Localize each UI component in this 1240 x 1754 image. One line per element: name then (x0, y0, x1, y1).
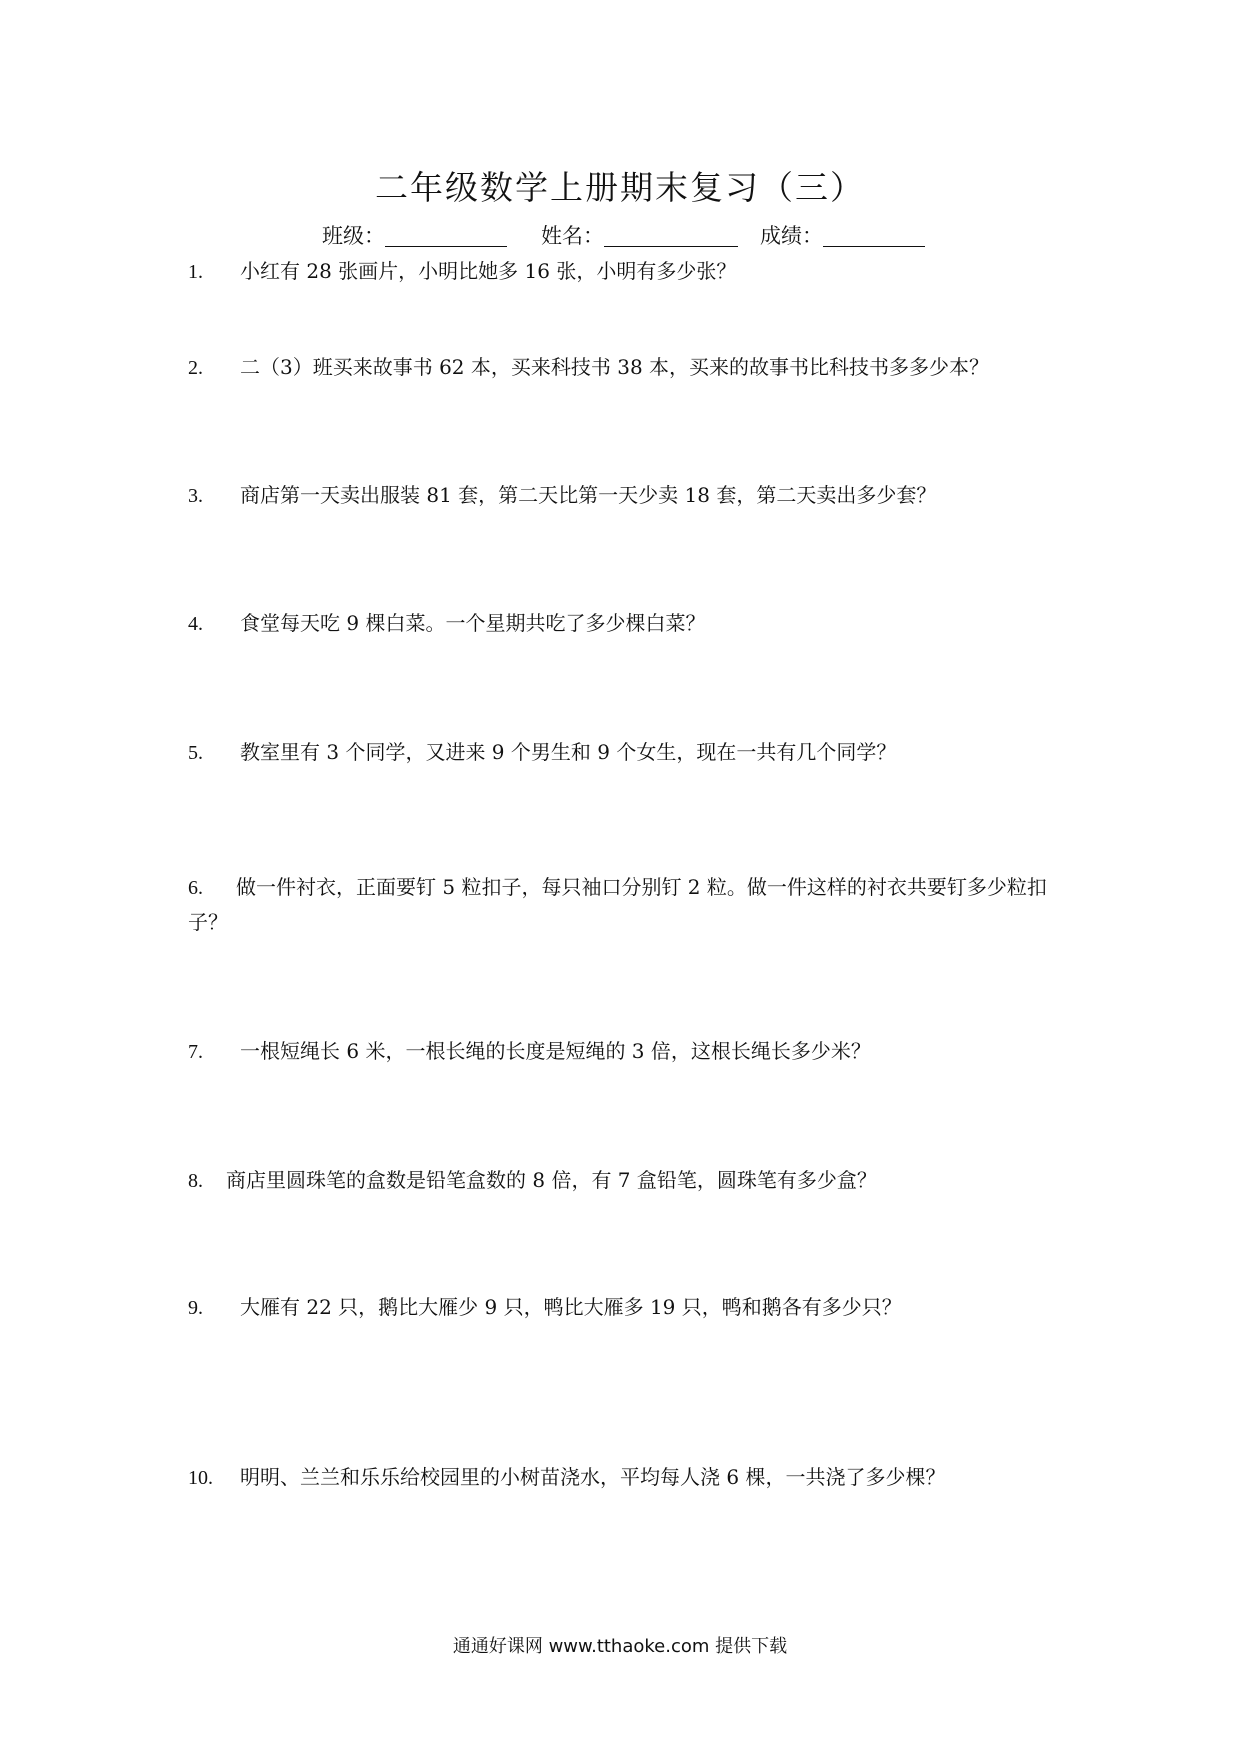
question-4 (188, 606, 1068, 641)
question-text: 小红有 28 张画片，小明比她多 16 张，小明有多少张？ (240, 259, 737, 283)
question-6 (188, 870, 1068, 939)
question-5 (188, 735, 1068, 770)
download-footer: 通通好课网 www.tthaoke.com 提供下载 (452, 1636, 788, 1657)
question-text: 食堂每天吃 9 棵白菜。一个星期共吃了多少棵白菜？ (240, 611, 706, 635)
student-info-row (322, 220, 925, 250)
class-blank (385, 226, 507, 247)
question-number: 2. (188, 357, 203, 379)
question-text: 二（3）班买来故事书 62 本，买来科技书 38 本，买来的故事书比科技书多多少本？ (240, 355, 990, 379)
question-9 (188, 1290, 1068, 1325)
question-text: 教室里有 3 个同学，又进来 9 个男生和 9 个女生，现在一共有几个同学？ (240, 740, 897, 764)
question-text: 明明、兰兰和乐乐给校园里的小树苗浇水，平均每人浇 6 棵，一共浇了多少棵？ (240, 1465, 946, 1489)
question-text: 做一件衬衣，正面要钉 5 粒扣子，每只袖口分别钉 2 粒。做一件这样的衬衣共要钉多少粒扣子？ (188, 875, 1047, 934)
score-field (760, 220, 925, 250)
question-2 (188, 350, 1068, 385)
page-title: 二年级数学上册期末复习（三） (375, 168, 865, 207)
question-number: 7. (188, 1041, 203, 1063)
name-label: 姓名： (541, 224, 604, 248)
question-text: 商店里圆珠笔的盒数是铅笔盒数的 8 倍，有 7 盒铅笔，圆珠笔有多少盒？ (226, 1168, 877, 1192)
class-field (322, 220, 507, 250)
question-number: 8. (188, 1170, 203, 1192)
question-number: 10. (188, 1467, 213, 1489)
question-10 (188, 1460, 1068, 1495)
question-number: 9. (188, 1297, 203, 1319)
score-blank (823, 226, 925, 247)
score-label: 成绩： (760, 224, 823, 248)
question-number: 4. (188, 613, 203, 635)
question-number: 3. (188, 485, 203, 507)
name-field (541, 220, 738, 250)
question-number: 1. (188, 261, 203, 283)
class-label: 班级： (322, 224, 385, 248)
question-text: 一根短绳长 6 米，一根长绳的长度是短绳的 3 倍，这根长绳长多少米？ (240, 1039, 871, 1063)
question-1 (188, 254, 1068, 289)
question-number: 6. (188, 877, 203, 899)
question-8 (188, 1163, 1068, 1198)
question-number: 5. (188, 742, 203, 764)
question-7 (188, 1034, 1068, 1069)
question-3 (188, 478, 1068, 513)
question-text: 商店第一天卖出服装 81 套，第二天比第一天少卖 18 套，第二天卖出多少套？ (240, 483, 937, 507)
question-text: 大雁有 22 只，鹅比大雁少 9 只，鸭比大雁多 19 只，鸭和鹅各有多少只？ (240, 1295, 902, 1319)
name-blank (604, 226, 738, 247)
